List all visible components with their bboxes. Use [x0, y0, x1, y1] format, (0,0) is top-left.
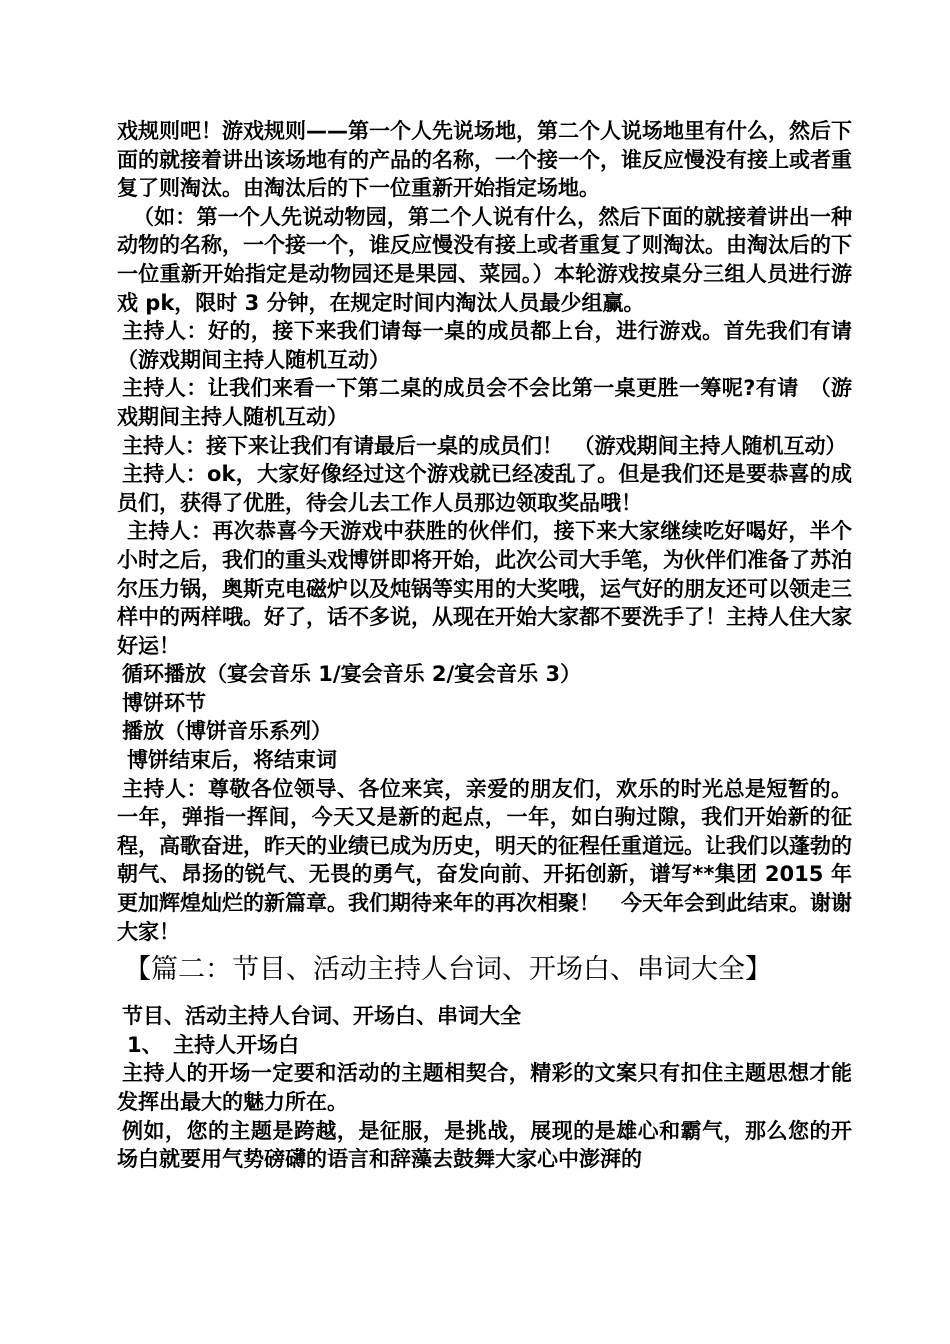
paragraph-host-first-table: 主持人：好的，接下来我们请每一桌的成员都上台，进行游戏。首先我们有请 （游戏期间主持人随机互动）	[117, 319, 873, 372]
paragraph-list-item-1: 1、 主持人开场白	[127, 1032, 300, 1057]
paragraph-play-music: 播放（博饼音乐系列）	[122, 719, 332, 744]
section-heading: 【篇二：节目、活动主持人台词、开场白、串词大全】	[124, 954, 772, 986]
paragraph-closing-speech: 主持人：尊敬各位领导、各位来宾，亲爱的朋友们，欢乐的时光总是短暂的。一年，弹指一挥间，今天又是新的起点，一年，如白驹过隙，我们开始新的征程，高歌奋进，昨天的业绩已成为历史，明天的征程任重道远。让我们以蓬勃的朝气、昂扬的锐气、无畏的勇气，奋发向前、开拓创新，谱写**集团 2015 年更加辉煌灿烂的新篇章。我们期待来年的再次相聚！ 今天年会到此结束。谢谢大家！	[117, 776, 852, 944]
paragraph-closing-intro: 博饼结束后，将结束词	[127, 748, 337, 773]
document-page	[117, 117, 873, 1174]
paragraph-loop-music: 循环播放（宴会音乐 1/宴会音乐 2/宴会音乐 3）	[122, 662, 582, 687]
paragraph-opening-theme: 主持人的开场一定要和活动的主题相契合，精彩的文案只有扣住主题思想才能发挥出最大的魅力所在。	[117, 1061, 852, 1114]
paragraph-game-rules: 戏规则吧！游戏规则——第一个人先说场地，第二个人说场地里有什么，然后下面的就接着讲出该场地有的产品的名称，一个接一个，谁反应慢没有接上或者重复了则淘汰。由淘汰后的下一位重新开始指定场地。	[117, 119, 852, 201]
paragraph-host-ok: 主持人：ok，大家好像经过这个游戏就已经凌乱了。但是我们还是要恭喜的成员们，获得了优胜，待会儿去工作人员那边领取奖品哦！	[117, 462, 852, 515]
paragraph-host-last-table: 主持人：接下来让我们有请最后一桌的成员们！ （游戏期间主持人随机互动）	[122, 433, 847, 458]
paragraph-host-congrats: 主持人：再次恭喜今天游戏中获胜的伙伴们，接下来大家继续吃好喝好，半个小时之后，我们的重头戏博饼即将开始，此次公司大手笔，为伙伴们准备了苏泊尔压力锅，奥斯克电磁炉以及炖锅等实用的大奖哦，运气好的朋友还可以领走三样中的两样哦。好了，话不多说，从现在开始大家都不要洗手了！主持人住大家好运！	[117, 519, 852, 658]
paragraph-opening-example: 例如，您的主题是跨越，是征服，是挑战，展现的是雄心和霸气，那么您的开场白就要用气势磅礴的语言和辞藻去鼓舞大家心中澎湃的	[117, 1118, 852, 1172]
paragraph-example: （如：第一个人先说动物园，第二个人说有什么，然后下面的就接着讲出一种动物的名称，一个接一个，谁反应慢没有接上或者重复了则淘汰。由淘汰后的下一位重新开始指定是动物园还是果园、菜园。）本轮游戏按桌分三组人员进行游戏 pk，限时 3 分钟，在规定时间内淘汰人员最少组赢。	[117, 204, 852, 315]
paragraph-bobing-section: 博饼环节	[122, 690, 206, 715]
paragraph-host-second-table: 主持人：让我们来看一下第二桌的成员会不会比第一桌更胜一筹呢?有请 （游戏期间主持人随机互动）	[117, 376, 852, 429]
paragraph-subtitle: 节目、活动主持人台词、开场白、串词大全	[122, 1004, 521, 1029]
